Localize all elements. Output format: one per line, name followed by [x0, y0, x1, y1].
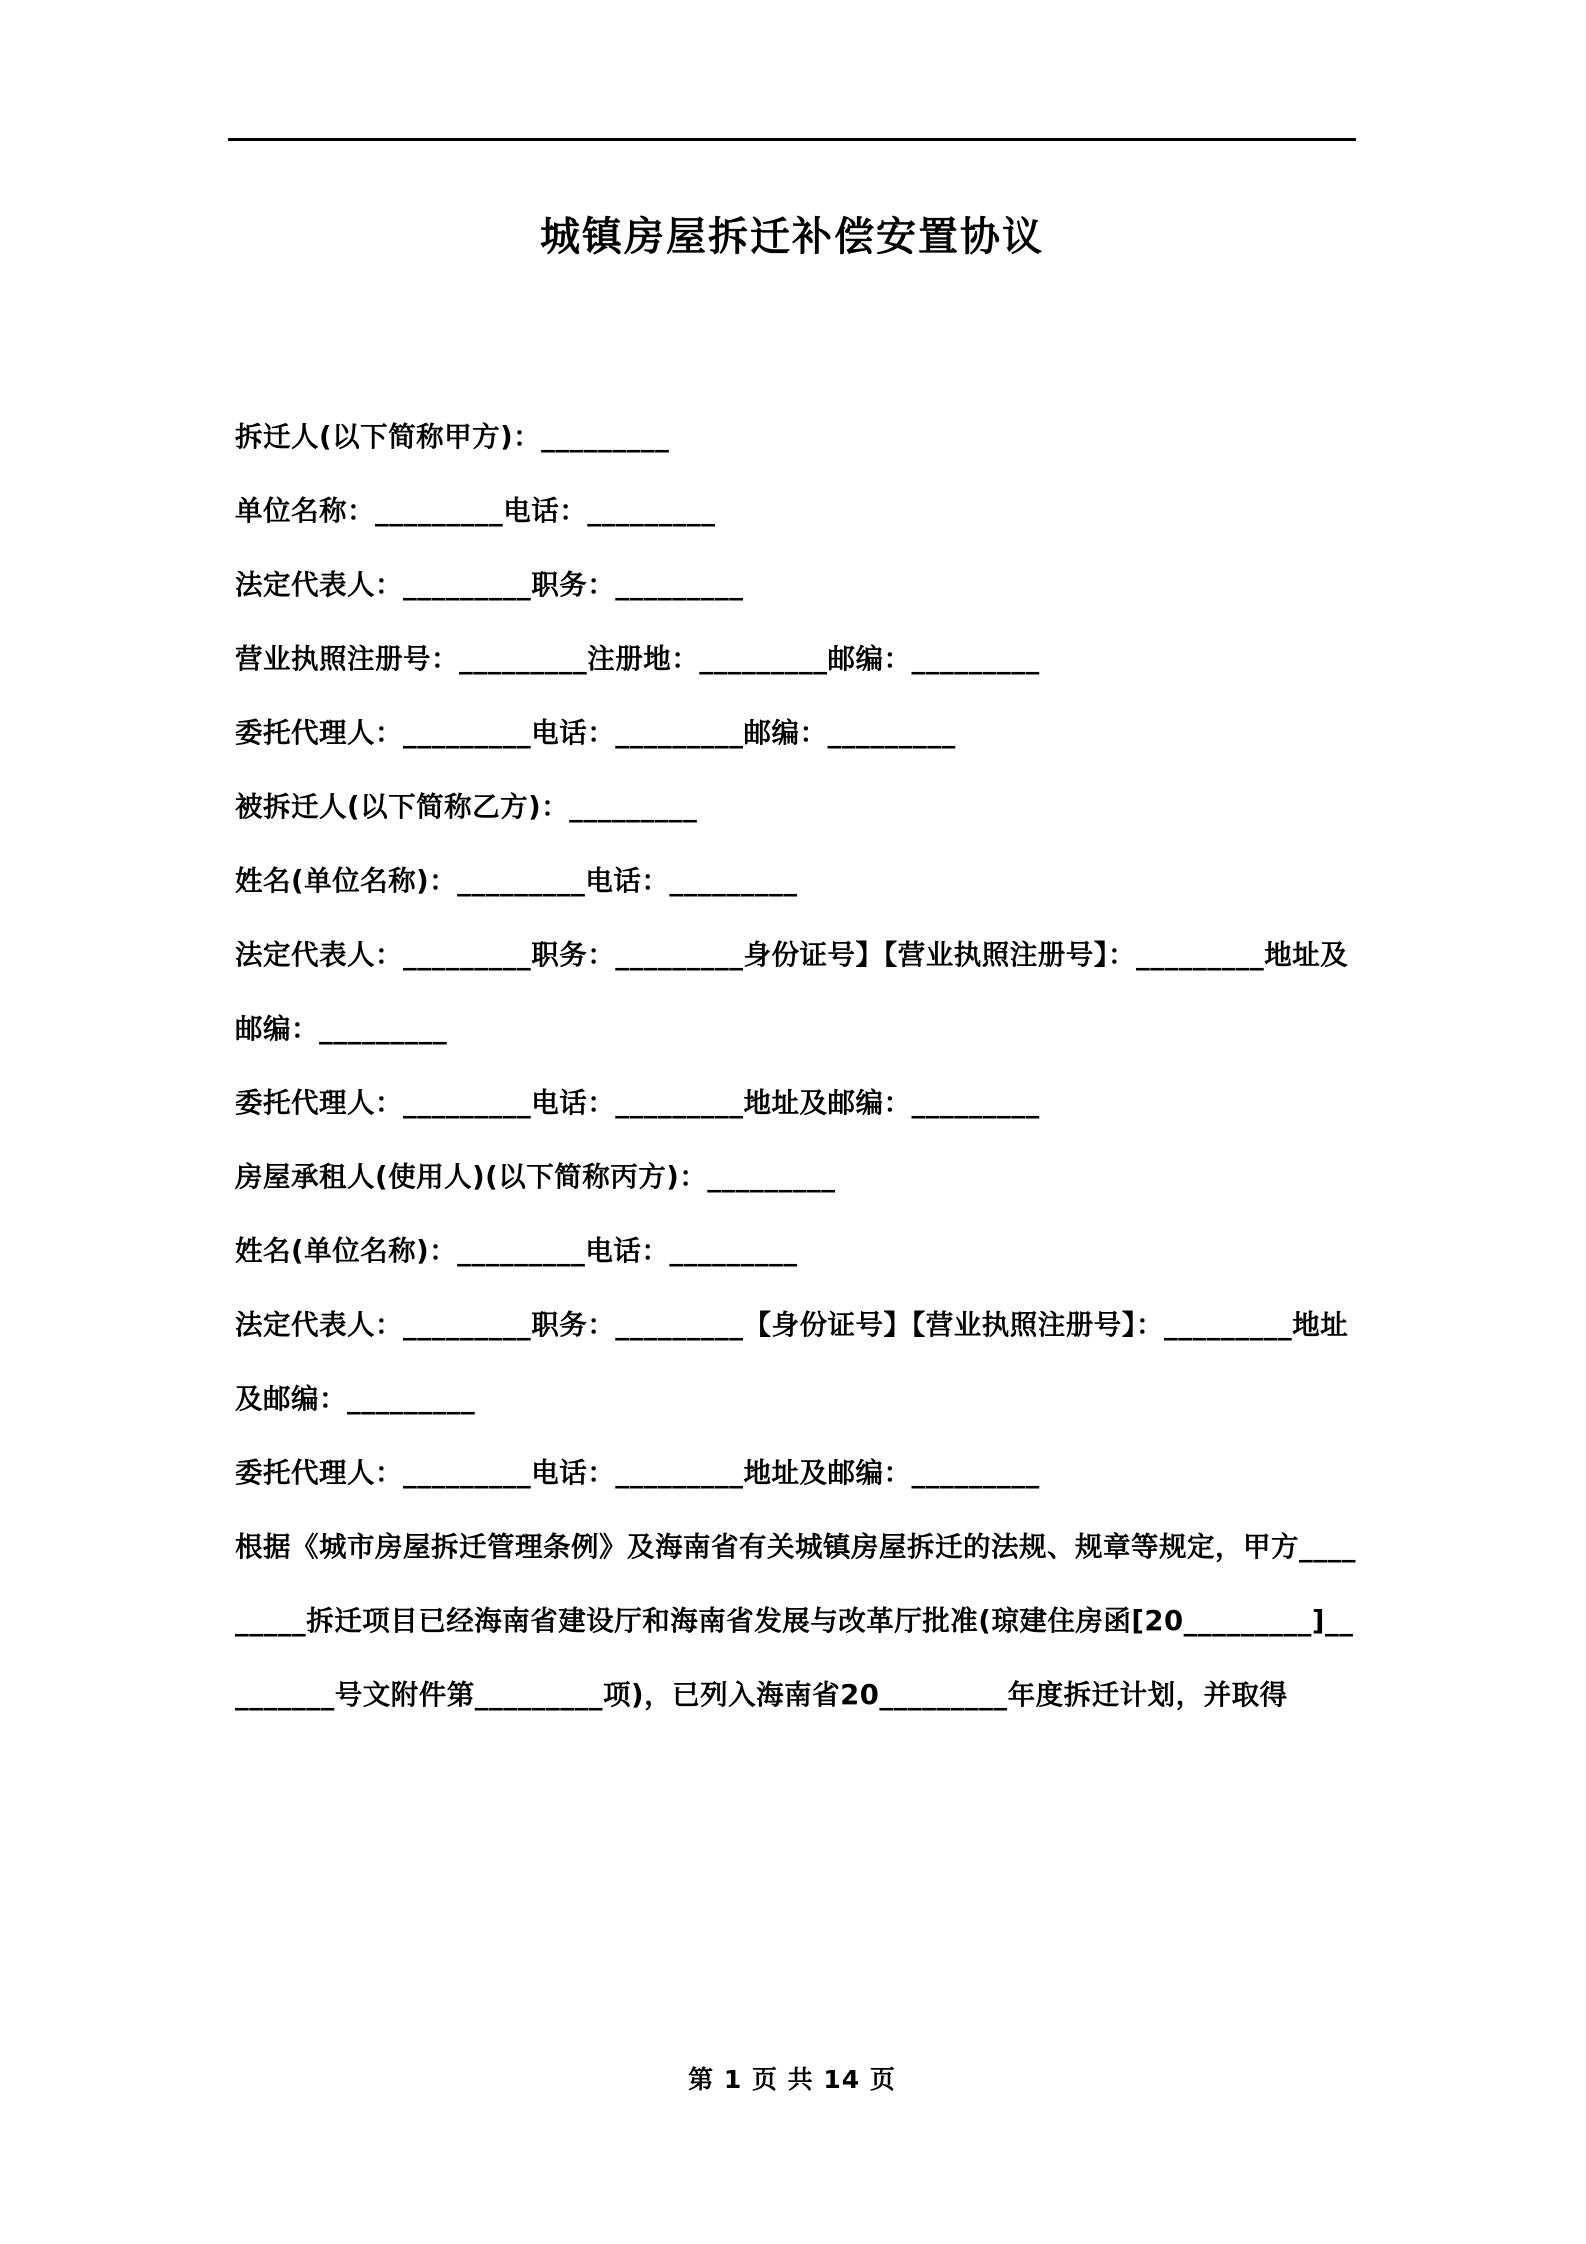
paragraph: 委托代理人：_________电话：_________地址及邮编：_________ — [235, 1457, 1040, 1489]
paragraph: 姓名(单位名称)：_________电话：_________ — [235, 1235, 798, 1267]
paragraph: 单位名称：_________电话：_________ — [235, 495, 716, 527]
paragraph: 房屋承租人(使用人)(以下简称丙方)：_________ — [235, 1161, 836, 1193]
paragraph: 法定代表人：_________职务：_________身份证号】【营业执照注册号】：_________地址及邮编：_________ — [235, 939, 1349, 1045]
page-footer: 第 1 页 共 14 页 — [688, 2065, 896, 2094]
paragraph: 委托代理人：_________电话：_________邮编：_________ — [235, 717, 956, 749]
paragraph: 委托代理人：_________电话：_________地址及邮编：_________ — [235, 1087, 1040, 1119]
page-title: 城镇房屋拆迁补偿安置协议 — [540, 214, 1044, 260]
header-rule — [228, 138, 1356, 141]
paragraph: 被拆迁人(以下简称乙方)：_________ — [235, 791, 698, 823]
paragraph: 根据《城市房屋拆迁管理条例》及海南省有关城镇房屋拆迁的法规、规章等规定，甲方_________拆迁项目已经海南省建设厅和海南省发展与改革厅批准(琼建住房函[20_________]_________号文附件第_________项)，已列入海南省20_________年度拆迁计划，并取得 — [235, 1531, 1356, 1711]
paragraph: 营业执照注册号：_________注册地：_________邮编：_________ — [235, 643, 1040, 675]
document-body — [235, 400, 1360, 1732]
paragraph: 法定代表人：_________职务：_________【身份证号】【营业执照注册号】：_________地址及邮编：_________ — [235, 1309, 1349, 1415]
paragraph: 法定代表人：_________职务：_________ — [235, 569, 744, 601]
paragraph: 姓名(单位名称)：_________电话：_________ — [235, 865, 798, 897]
paragraph: 拆迁人(以下简称甲方)：_________ — [235, 421, 670, 453]
